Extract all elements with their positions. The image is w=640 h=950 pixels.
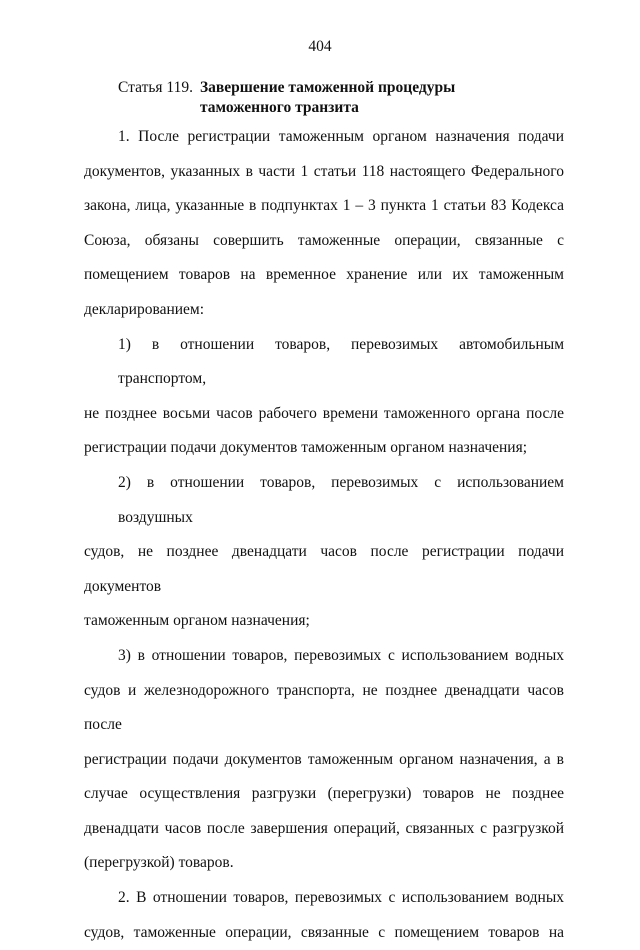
article-label: Статья 119. — [118, 79, 193, 96]
text-line: 3) в отношении товаров, перевозимых с использованием водных — [118, 646, 564, 664]
text-line: судов, не позднее двенадцати часов после регистрации подачи документов — [84, 543, 564, 595]
text-line: судов и железнодорожного транспорта, не позднее двенадцати часов после — [84, 681, 564, 734]
text-line: (перегрузкой) товаров. — [84, 854, 234, 872]
text-line: документов, указанных в части 1 статьи 118 настоящего Федерального — [84, 162, 564, 180]
article-title-line: таможенного транзита — [200, 99, 359, 116]
article-heading — [118, 78, 500, 118]
paragraph-item-1 — [84, 328, 564, 466]
text-line: 1. После регистрации таможенным органом назначения подачи — [118, 128, 564, 145]
text-line: 2. В отношении товаров, перевозимых с использованием водных — [118, 889, 564, 907]
text-line: случае осуществления разгрузки (перегрузки) товаров не позднее — [84, 785, 564, 803]
text-line: закона, лица, указанные в подпунктах 1 – 3 пункта 1 статьи 83 Кодекса — [84, 197, 564, 215]
text-line: таможенным органом назначения; — [84, 612, 310, 630]
article-body — [84, 120, 564, 950]
text-line: 1) в отношении товаров, перевозимых автомобильным транспортом, — [118, 335, 564, 388]
article-title — [200, 78, 500, 118]
text-line: регистрации подачи документов таможенным органом назначения, а в — [84, 750, 564, 768]
paragraph-1 — [84, 120, 564, 328]
article-title-line: Завершение таможенной процедуры — [200, 79, 456, 96]
text-line: судов, таможенные операции, связанные с помещением товаров на — [84, 923, 564, 941]
text-line: не позднее восьми часов рабочего времени таможенного органа после — [84, 404, 564, 422]
paragraph-2 — [84, 881, 564, 950]
page-number: 404 — [308, 38, 332, 55]
text-line: регистрации подачи документов таможенным органом назначения; — [84, 439, 528, 457]
text-line: 2) в отношении товаров, перевозимых с использованием воздушных — [118, 473, 564, 526]
text-line: двенадцати часов после завершения операций, связанных с разгрузкой — [84, 819, 564, 837]
paragraph-item-2 — [84, 466, 564, 639]
text-line: помещением товаров на временное хранение или их таможенным — [84, 266, 564, 284]
text-line: декларированием: — [84, 300, 205, 318]
paragraph-item-3 — [84, 639, 564, 881]
text-line: Союза, обязаны совершить таможенные операции, связанные с — [84, 231, 564, 249]
